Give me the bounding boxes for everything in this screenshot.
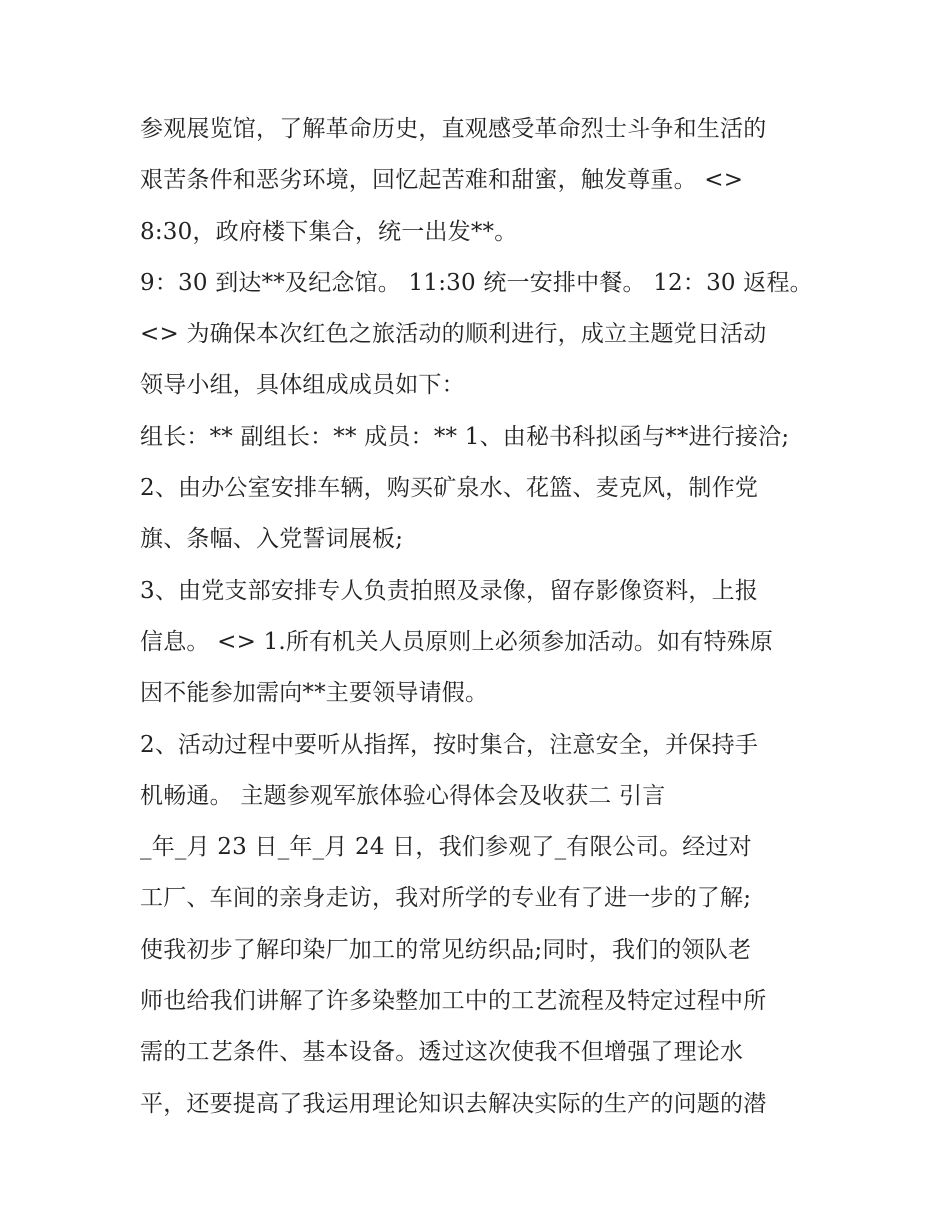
text-line: 使我初步了解印染厂加工的常见纺织品;同时，我们的领队老 [140, 936, 752, 963]
text-line: 机畅通。 主题参观军旅体验心得体会及收获二 引言 [140, 782, 666, 809]
text-line: 需的工艺条件、基本设备。透过这次使我不但增强了理论水 [140, 1039, 744, 1066]
text-line: 参观展览馆，了解革命历史，直观感受革命烈士斗争和生活的 [140, 116, 767, 142]
text-line: 8:30，政府楼下集合，统一出发**。 [140, 218, 518, 245]
text-line: 3、由党支部安排专人负责拍照及录像，留存影像资料，上报 [140, 577, 759, 604]
text-line: 2、由办公室安排车辆，购买矿泉水、花篮、麦克风，制作党 [140, 475, 759, 502]
text-line: 艰苦条件和恶劣环境，回忆起苦难和甜蜜，触发尊重。 <> [140, 167, 744, 194]
text-line: 组长：** 副组长：** 成员：** 1、由秘书科拟函与**进行接洽; [140, 423, 790, 450]
text-line: 领导小组，具体组成成员如下： [140, 372, 465, 399]
text-line: _年_月 23 日_年_月 24 日，我们参观了_有限公司。经过对 [140, 834, 752, 861]
text-line: 信息。 <> 1.所有机关人员原则上必须参加活动。如有特殊原 [140, 628, 774, 655]
text-line: 工厂、车间的亲身走访，我对所学的专业有了进一步的了解; [140, 885, 752, 912]
text-line: 9：30 到达**及纪念馆。 11:30 统一安排中餐。 12：30 返程。 [140, 269, 813, 296]
text-line: 2、活动过程中要听从指挥，按时集合，注意安全，并保持手 [140, 731, 759, 758]
text-line: 因不能参加需向**主要领导请假。 [140, 680, 489, 707]
text-line: 平，还要提高了我运用理论知识去解决实际的生产的问题的潜 [140, 1090, 767, 1117]
text-line: <> 为确保本次红色之旅活动的顺利进行，成立主题党日活动 [140, 321, 767, 348]
document-body [140, 104, 820, 1130]
text-line: 旗、条幅、入党誓词展板; [140, 526, 404, 553]
text-line: 师也给我们讲解了许多染整加工中的工艺流程及特定过程中所 [140, 988, 767, 1015]
